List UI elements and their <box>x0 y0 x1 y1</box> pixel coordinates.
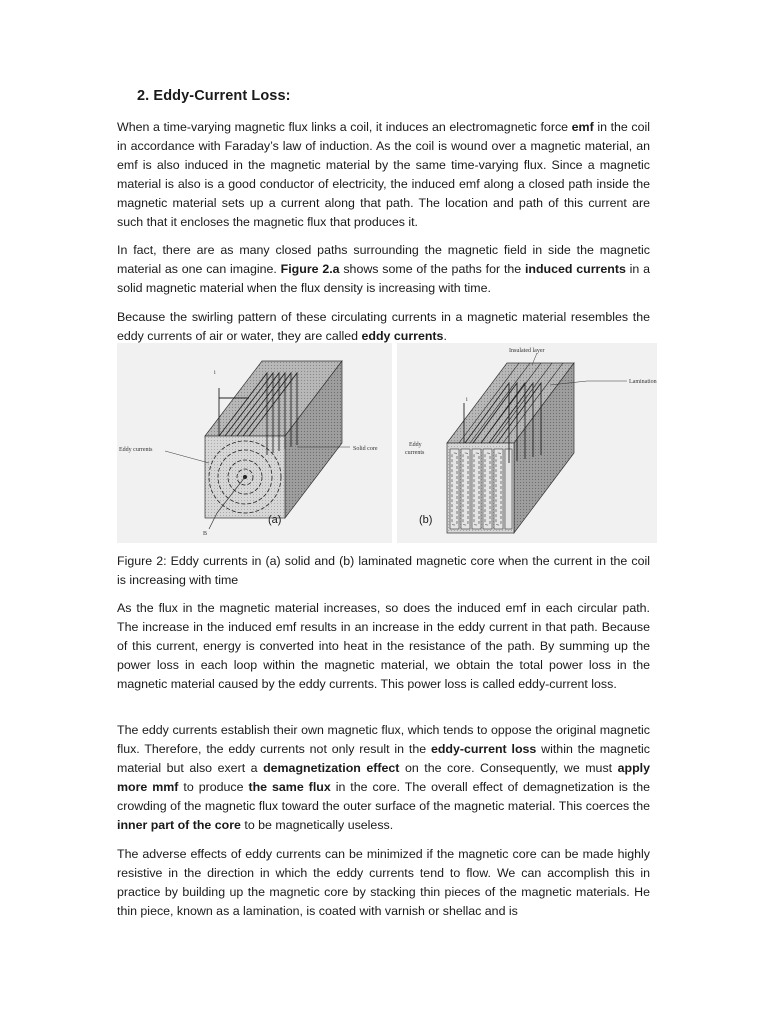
solid-core-label: Solid core <box>353 446 378 452</box>
currents-label-b: currents <box>405 450 425 456</box>
paragraph-5: The eddy currents establish their own magnetic flux, which tends to oppose the original magnetic flux. Therefore, the eddy currents not only result in the eddy-current loss within the magnetic material but also exert a demagnetization effect on the core. Consequently, we must apply more mmf to produce the same flux in the core. The overall effect of demagnetization is the crowding of the magnetic flux toward the outer surface of the magnetic material. This coerces the inner part of the core to be magnetically useless. <box>117 723 651 832</box>
eddy-current-illustration <box>117 343 657 543</box>
current-symbol-b: i <box>466 397 468 403</box>
eddy-label-b: Eddy <box>409 442 422 448</box>
figure-caption: Figure 2: Eddy currents in (a) solid and (b) laminated magnetic core when the current in the coil is increasing with time <box>117 554 650 587</box>
section-heading: 2. Eddy-Current Loss: <box>137 88 291 104</box>
paragraph-3: Because the swirling pattern of these circulating currents in a magnetic material resembles the eddy currents of air or water, they are called eddy currents. <box>117 310 650 343</box>
current-symbol-a: i <box>214 370 216 376</box>
figure-2 <box>117 343 657 543</box>
paragraph-4: As the flux in the magnetic material increases, so does the induced emf in each circular path. The increase in the induced emf results in an increase in the eddy current in that path. Because of this current, energy is converted into heat in the resistance of the path. By summing up the power loss in each loop within the magnetic material, we obtain the total power loss in the magnetic material caused by the eddy currents. This power loss is called eddy-current loss. <box>117 601 650 691</box>
paragraph-2: In fact, there are as many closed paths surrounding the magnetic field in side the magnetic material as one can imagine. Figure 2.a shows some of the paths for the induced currents in a solid magnetic material when the flux density is increasing with time. <box>117 243 651 295</box>
eddy-currents-label-a: Eddy currents <box>119 447 153 453</box>
paragraph-6: The adverse effects of eddy currents can be minimized if the magnetic core can be made highly resistive in the direction in which the eddy currents tend to flow. We can accomplish this in practice by building up the magnetic core by stacking thin pieces of the magnetic materials. He thin piece, known as a lamination, is coated with varnish or shellac and is <box>117 847 650 918</box>
lamination-label: Lamination <box>629 379 657 385</box>
figure-label-b: (b) <box>419 514 433 526</box>
flux-symbol: B <box>203 531 208 537</box>
figure-label-a: (a) <box>268 514 282 526</box>
paragraph-1: When a time-varying magnetic flux links a coil, it induces an electromagnetic force emf in the coil in accordance with Faraday’s law of induction. As the coil is wound over a magnetic material, an emf is also induced in the magnetic material by the same time-varying flux. Since a magnetic material is also is a good conductor of electricity, the induced emf along a closed path inside the magnetic material sets up a current along that path. The location and path of this current are such that it encloses the magnetic flux that produces it. <box>117 120 650 229</box>
insulated-layer-label: Insulated layer <box>509 348 545 354</box>
